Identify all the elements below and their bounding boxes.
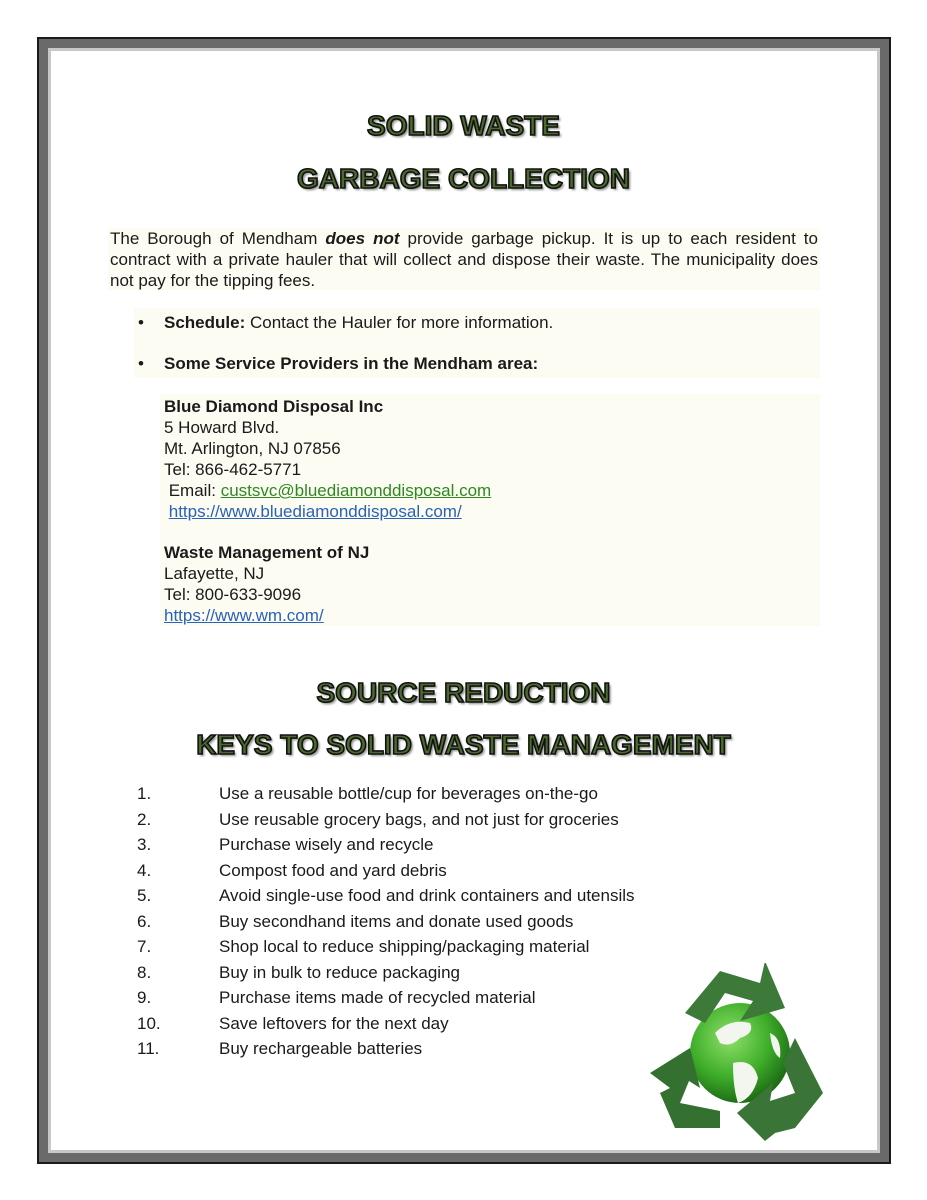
list-item: [137, 960, 635, 986]
provider-phone: Tel: 800-633-9096: [164, 585, 302, 604]
recycle-globe-icon: [645, 963, 825, 1143]
list-item: [137, 1011, 635, 1037]
bullet-text: Contact the Hauler for more information.: [245, 313, 554, 332]
intro-paragraph: [110, 228, 818, 291]
list-text: Buy rechargeable batteries: [219, 1039, 423, 1058]
provider-name: Waste Management of NJ: [164, 543, 370, 562]
list-text: Purchase items made of recycled material: [219, 988, 536, 1007]
list-number: 6.: [137, 911, 152, 931]
provider-city: Mt. Arlington, NJ 07856: [164, 439, 341, 458]
list-item: [137, 832, 635, 858]
heading-keys: KEYS TO SOLID WASTE MANAGEMENT: [196, 729, 731, 760]
list-text: Use reusable grocery bags, and not just for groceries: [219, 809, 619, 829]
provider-phone: Tel: 866-462-5771: [164, 460, 302, 479]
list-item: [137, 985, 635, 1011]
list-text: Save leftovers for the next day: [219, 1013, 449, 1033]
provider-address: 5 Howard Blvd.: [164, 418, 280, 437]
bullet-icon: •: [138, 313, 144, 332]
list-item: [137, 858, 635, 884]
provider-waste-management: [164, 542, 369, 626]
bullet-schedule: [138, 312, 553, 333]
list-number: 2.: [137, 809, 152, 829]
heading-garbage-collection: GARBAGE COLLECTION: [297, 163, 630, 194]
list-number: 10.: [137, 1013, 161, 1033]
list-text: Buy in bulk to reduce packaging: [219, 962, 460, 982]
list-number: 11.: [137, 1039, 160, 1058]
bullet-icon: •: [138, 354, 144, 373]
list-number: 4.: [137, 860, 152, 880]
list-text: Buy secondhand items and donate used goods: [219, 911, 574, 931]
list-number: 1.: [137, 784, 152, 803]
heading-source-reduction: SOURCE REDUCTION: [316, 677, 611, 708]
list-item: [137, 781, 635, 807]
list-text: Purchase wisely and recycle: [219, 835, 434, 854]
intro-text: The Borough of Mendham: [110, 229, 326, 248]
list-text: Compost food and yard debris: [219, 860, 447, 880]
list-number: 9.: [137, 988, 152, 1007]
list-number: 8.: [137, 962, 152, 982]
provider-website-link[interactable]: https://www.bluediamonddisposal.com/: [168, 502, 462, 521]
email-label: Email:: [164, 481, 221, 500]
list-item: [137, 1036, 635, 1062]
intro-emphasis: does not: [325, 229, 400, 248]
list-item: [137, 934, 635, 960]
list-number: 5.: [137, 886, 152, 905]
keys-list: [137, 781, 635, 1062]
list-item: [137, 807, 635, 833]
list-text: Use a reusable bottle/cup for beverages on-the-go: [219, 784, 598, 803]
provider-name: Blue Diamond Disposal Inc: [164, 397, 384, 416]
list-number: 3.: [137, 835, 152, 854]
list-number: 7.: [137, 937, 152, 956]
provider-website-link[interactable]: https://www.wm.com/: [164, 606, 324, 625]
provider-email-link[interactable]: custsvc@bluediamonddisposal.com: [220, 481, 492, 500]
intro-text-rest: provide garbage pickup. It is up to each resident to contract with a private hauler that will collect and dispose their waste. The municipality does not pay for the tipping fees.: [110, 229, 818, 290]
provider-blue-diamond: [164, 396, 491, 522]
list-item: [137, 909, 635, 935]
bullet-providers: [138, 353, 538, 374]
list-item: [137, 883, 635, 909]
provider-city: Lafayette, NJ: [164, 564, 265, 583]
bullet-label: Schedule:: [164, 313, 246, 332]
list-text: Avoid single-use food and drink containers and utensils: [219, 886, 635, 905]
heading-solid-waste: SOLID WASTE: [367, 110, 560, 141]
list-text: Shop local to reduce shipping/packaging material: [219, 937, 590, 956]
bullet-label: Some Service Providers in the Mendham area:: [164, 354, 539, 373]
